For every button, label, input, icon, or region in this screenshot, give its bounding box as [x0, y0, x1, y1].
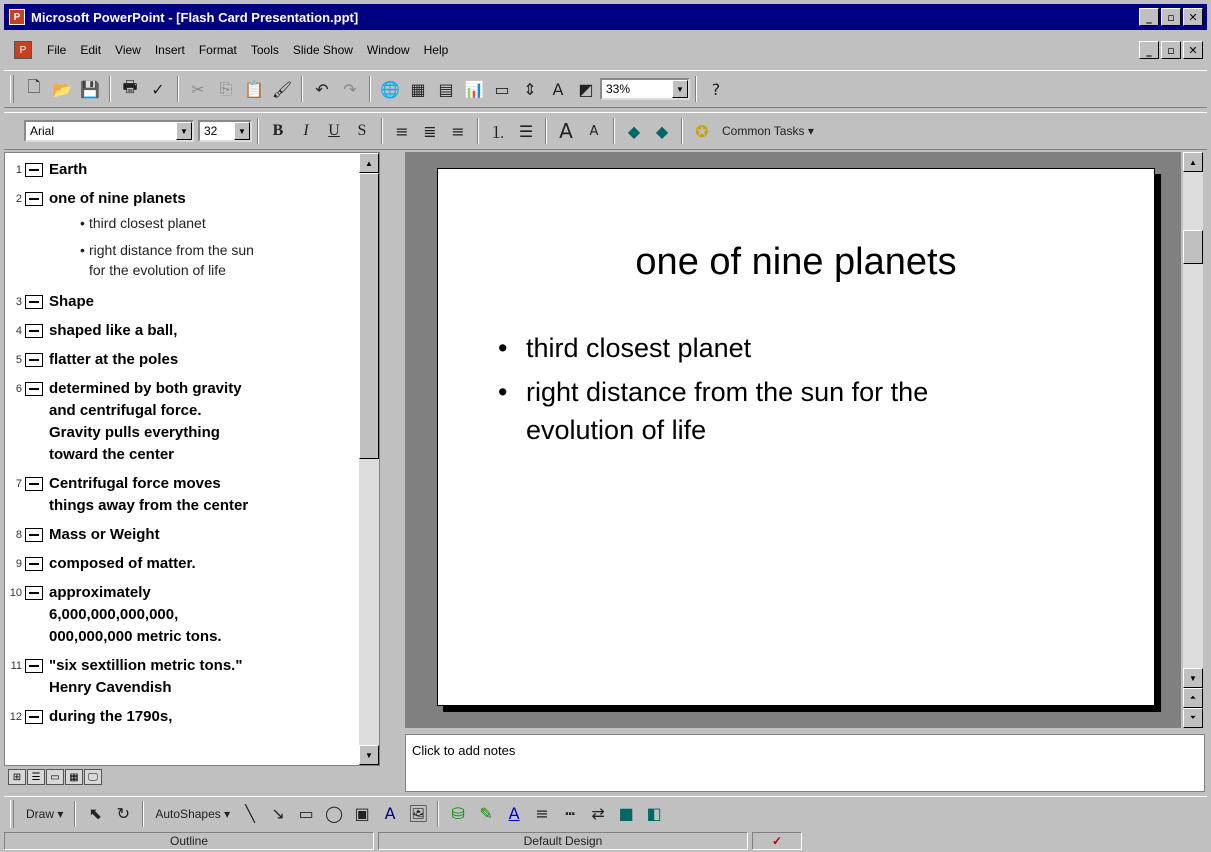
menu-tools[interactable]: Tools — [250, 43, 279, 57]
numbering-icon[interactable]: ⒈ — [489, 122, 506, 142]
scroll-down-button[interactable]: ▼ — [359, 745, 379, 765]
slide-title-text[interactable]: shaped like a ball, — [49, 322, 178, 339]
slide-number: 8 — [15, 529, 22, 541]
chevron-down-icon[interactable]: ▼ — [672, 80, 688, 98]
align-center-icon[interactable]: ≣ — [423, 121, 437, 141]
slide-number: 2 — [15, 193, 22, 205]
powerpoint-app-icon[interactable]: P — [9, 9, 25, 25]
drawing-toolbar — [4, 796, 1207, 830]
slide-icon[interactable] — [25, 659, 43, 673]
slide-icon[interactable] — [25, 557, 43, 571]
align-left-icon[interactable]: ≡ — [395, 121, 409, 141]
slide-icon[interactable] — [25, 324, 43, 338]
spelling-status-icon[interactable]: ✓ — [752, 832, 802, 850]
menu-view[interactable]: View — [115, 43, 141, 57]
slide-number: 11 — [10, 660, 22, 672]
line-style-icon[interactable]: ≡ — [535, 804, 549, 823]
increase-font-icon[interactable]: A — [559, 119, 573, 143]
menu-help[interactable]: Help — [423, 43, 449, 57]
decrease-font-icon[interactable]: A — [589, 123, 599, 139]
outline-slide-row[interactable] — [5, 524, 160, 546]
wordart-icon[interactable]: A — [384, 804, 396, 823]
outline-slide-row[interactable] — [5, 706, 172, 728]
doc-close-button[interactable]: ✕ — [1183, 41, 1203, 59]
italic-icon[interactable]: I — [303, 122, 309, 139]
doc-restore-button[interactable]: ▫ — [1161, 41, 1181, 59]
rectangle-icon[interactable]: ▭ — [298, 804, 314, 823]
menu-window[interactable]: Window — [366, 43, 410, 57]
menu-slide-show[interactable]: Slide Show — [292, 43, 353, 57]
show-formatting-icon[interactable]: A — [552, 79, 564, 99]
common-tasks-button[interactable]: Common Tasks ▾ — [722, 124, 814, 138]
outline-slide-row[interactable] — [5, 159, 87, 181]
notes-pane[interactable] — [405, 734, 1205, 792]
open-icon[interactable]: 📂 — [52, 79, 72, 99]
outline-pane[interactable] — [4, 152, 380, 766]
slide-bullet[interactable]: • third closest planet — [498, 329, 1098, 367]
slide-icon[interactable] — [25, 353, 43, 367]
slide-bullet[interactable]: • right distance from the sun for the evolution of life — [498, 373, 1098, 449]
new-icon[interactable]: 🗋 — [27, 76, 41, 96]
shadow-icon[interactable]: S — [357, 122, 367, 139]
promote-icon[interactable]: ◆ — [627, 121, 641, 141]
font-size-combo[interactable]: 32 ▼ — [198, 120, 252, 142]
format-painter-icon[interactable]: 🖌 — [271, 79, 293, 99]
insert-table-icon[interactable]: ▤ — [438, 79, 454, 99]
slide-icon[interactable] — [25, 710, 43, 724]
standard-toolbar — [4, 70, 1207, 108]
slide-title-text[interactable]: "six sextillion metric tons." Henry Cavendish — [49, 657, 243, 696]
grayscale-icon[interactable]: ◩ — [578, 79, 594, 99]
slide-title-text[interactable]: during the 1790s, — [49, 708, 173, 725]
normal-view-icon[interactable]: ⊞ — [8, 769, 26, 785]
cut-icon[interactable]: ✂ — [191, 79, 205, 99]
outline-view-icon[interactable]: ☰ — [27, 769, 45, 785]
slide-title[interactable]: one of nine planets — [635, 241, 957, 283]
outline-slide-row[interactable] — [5, 582, 222, 648]
redo-icon[interactable]: ↷ — [343, 79, 357, 99]
view-buttons — [4, 766, 402, 788]
slide-title-text[interactable]: Centrifugal force moves things away from the center — [49, 475, 249, 514]
scroll-up-button[interactable]: ▲ — [359, 153, 379, 173]
slide-show-view-icon[interactable]: 🖵 — [84, 769, 102, 785]
paste-icon[interactable]: 📋 — [244, 79, 264, 99]
slide-number: 3 — [15, 296, 22, 308]
slide-title-text[interactable]: one of nine planets — [49, 190, 186, 207]
slide-view-icon[interactable]: ▭ — [46, 769, 64, 785]
shadow-icon[interactable]: ■ — [618, 804, 634, 823]
slide-title-text[interactable]: determined by both gravity and centrifugal force. Gravity pulls everything toward the center — [49, 380, 242, 463]
outline-slide-row[interactable] — [5, 655, 242, 699]
doc-minimize-button[interactable]: _ — [1139, 41, 1159, 59]
select-pointer-icon[interactable]: ⬉ — [88, 804, 103, 823]
slide-scrollbar[interactable] — [1183, 152, 1203, 728]
arrow-style-icon[interactable]: ⇄ — [591, 804, 605, 823]
expand-all-icon[interactable]: ⇕ — [523, 79, 537, 99]
line-color-icon[interactable]: ✎ — [479, 804, 493, 823]
slide-pane — [405, 152, 1181, 728]
slide-icon[interactable] — [25, 477, 43, 491]
window-title: Microsoft PowerPoint - [Flash Card Presentation.ppt] — [31, 9, 359, 25]
outline-slide-row[interactable] — [5, 349, 178, 371]
slide-body[interactable] — [498, 329, 1098, 455]
zoom-combo[interactable]: 33% ▼ — [600, 78, 690, 100]
autoshapes-menu-button[interactable]: AutoShapes ▾ — [155, 806, 231, 821]
minimize-button[interactable]: _ — [1139, 8, 1159, 26]
print-icon[interactable]: 🖶 — [122, 76, 138, 96]
spelling-icon[interactable]: ✓ — [151, 79, 165, 99]
previous-slide-button[interactable]: ⏶ — [1183, 688, 1203, 708]
undo-icon[interactable]: ↶ — [315, 79, 329, 99]
copy-icon[interactable]: ⎘ — [219, 79, 233, 98]
clip-art-icon[interactable]: 🖼 — [407, 804, 429, 823]
outline-scrollbar[interactable] — [359, 153, 379, 765]
slide-title-text[interactable]: Earth — [49, 161, 88, 178]
menu-edit[interactable]: Edit — [80, 43, 102, 57]
outline-bullet[interactable]: • right distance from the sun for the evolution of life — [89, 240, 254, 280]
slide-number: 4 — [15, 325, 22, 337]
menu-insert[interactable]: Insert — [154, 43, 185, 57]
scroll-down-button[interactable]: ▼ — [1183, 668, 1203, 688]
chevron-down-icon[interactable]: ▼ — [234, 122, 250, 140]
common-tasks-icon[interactable]: ✪ — [695, 121, 709, 141]
font-color-icon[interactable]: A — [508, 804, 520, 823]
slide-number: 9 — [15, 558, 22, 570]
slide-canvas[interactable] — [437, 168, 1155, 706]
slide-number: 7 — [15, 478, 22, 490]
outline-slide-row[interactable] — [5, 291, 94, 313]
slide-icon[interactable] — [25, 295, 43, 309]
slide-title-text[interactable]: approximately 6,000,000,000,000, 000,000,000 metric tons. — [49, 584, 222, 645]
title-bar — [4, 4, 1207, 30]
slide-number: 12 — [9, 711, 22, 723]
help-icon[interactable]: ? — [711, 79, 721, 99]
text-box-icon[interactable]: ▣ — [354, 804, 370, 823]
outline-slide-row[interactable] — [5, 553, 196, 575]
slide-number: 6 — [15, 383, 22, 395]
menu-bar — [4, 33, 1207, 67]
3d-icon[interactable]: ◧ — [646, 804, 662, 823]
line-icon[interactable]: ╲ — [245, 804, 255, 823]
oval-icon[interactable]: ◯ — [325, 804, 344, 823]
save-icon[interactable]: 💾 — [80, 79, 100, 99]
slide-title-text[interactable]: composed of matter. — [49, 555, 196, 572]
close-button[interactable]: ✕ — [1183, 8, 1203, 26]
status-design: Default Design — [378, 832, 748, 850]
font-combo[interactable]: Arial ▼ — [24, 120, 194, 142]
chevron-down-icon[interactable]: ▼ — [176, 122, 192, 140]
outline-slide-row[interactable] — [5, 378, 242, 466]
formatting-toolbar — [4, 112, 1207, 150]
slide-icon[interactable] — [25, 528, 43, 542]
outline-bullet[interactable]: • third closest planet — [89, 213, 206, 233]
next-slide-button[interactable]: ⏷ — [1183, 708, 1203, 728]
restore-button[interactable]: ▫ — [1161, 8, 1181, 26]
notes-placeholder[interactable]: Click to add notes — [412, 743, 516, 758]
slide-number: 10 — [9, 587, 22, 599]
arrow-icon[interactable]: ↘ — [271, 804, 285, 823]
new-slide-icon[interactable]: ▭ — [494, 79, 510, 99]
insert-chart-icon[interactable]: 📊 — [464, 79, 484, 99]
draw-menu-button[interactable]: Draw ▾ — [26, 806, 64, 821]
bullets-icon[interactable]: ☰ — [518, 121, 534, 141]
slide-number: 5 — [15, 354, 22, 366]
align-right-icon[interactable]: ≡ — [451, 121, 465, 141]
scroll-up-button[interactable]: ▲ — [1183, 152, 1203, 172]
slide-title-text[interactable]: flatter at the poles — [49, 351, 179, 368]
slide-number: 1 — [15, 164, 22, 176]
bold-icon[interactable]: B — [272, 122, 284, 139]
slide-icon[interactable] — [25, 192, 43, 206]
demote-icon[interactable]: ◆ — [655, 121, 669, 141]
toolbar-grip[interactable] — [10, 800, 14, 828]
slide-title-text[interactable]: Mass or Weight — [49, 526, 160, 543]
slide-title-text[interactable]: Shape — [49, 293, 95, 310]
tables-borders-icon[interactable]: ▦ — [410, 79, 426, 99]
hyperlink-icon[interactable]: 🌐 — [380, 79, 400, 99]
toolbar-grip[interactable] — [10, 75, 14, 103]
document-icon[interactable]: P — [14, 41, 32, 59]
slide-icon[interactable] — [25, 382, 43, 396]
status-bar — [4, 832, 1207, 852]
dash-style-icon[interactable]: ┅ — [565, 804, 575, 823]
outline-slide-row[interactable] — [5, 473, 248, 517]
slide-icon[interactable] — [25, 163, 43, 177]
menu-format[interactable]: Format — [198, 43, 237, 57]
fill-color-icon[interactable]: ⛁ — [451, 804, 465, 823]
status-view: Outline — [4, 832, 374, 850]
menu-file[interactable]: File — [47, 43, 67, 57]
outline-slide-row[interactable] — [5, 320, 177, 342]
slide-sorter-view-icon[interactable]: ▦ — [65, 769, 83, 785]
scroll-thumb[interactable] — [359, 173, 379, 459]
free-rotate-icon[interactable]: ↻ — [116, 804, 131, 823]
outline-slide-row[interactable] — [5, 188, 186, 210]
underline-icon[interactable]: U — [328, 122, 340, 139]
scroll-thumb[interactable] — [1183, 230, 1203, 264]
slide-icon[interactable] — [25, 586, 43, 600]
